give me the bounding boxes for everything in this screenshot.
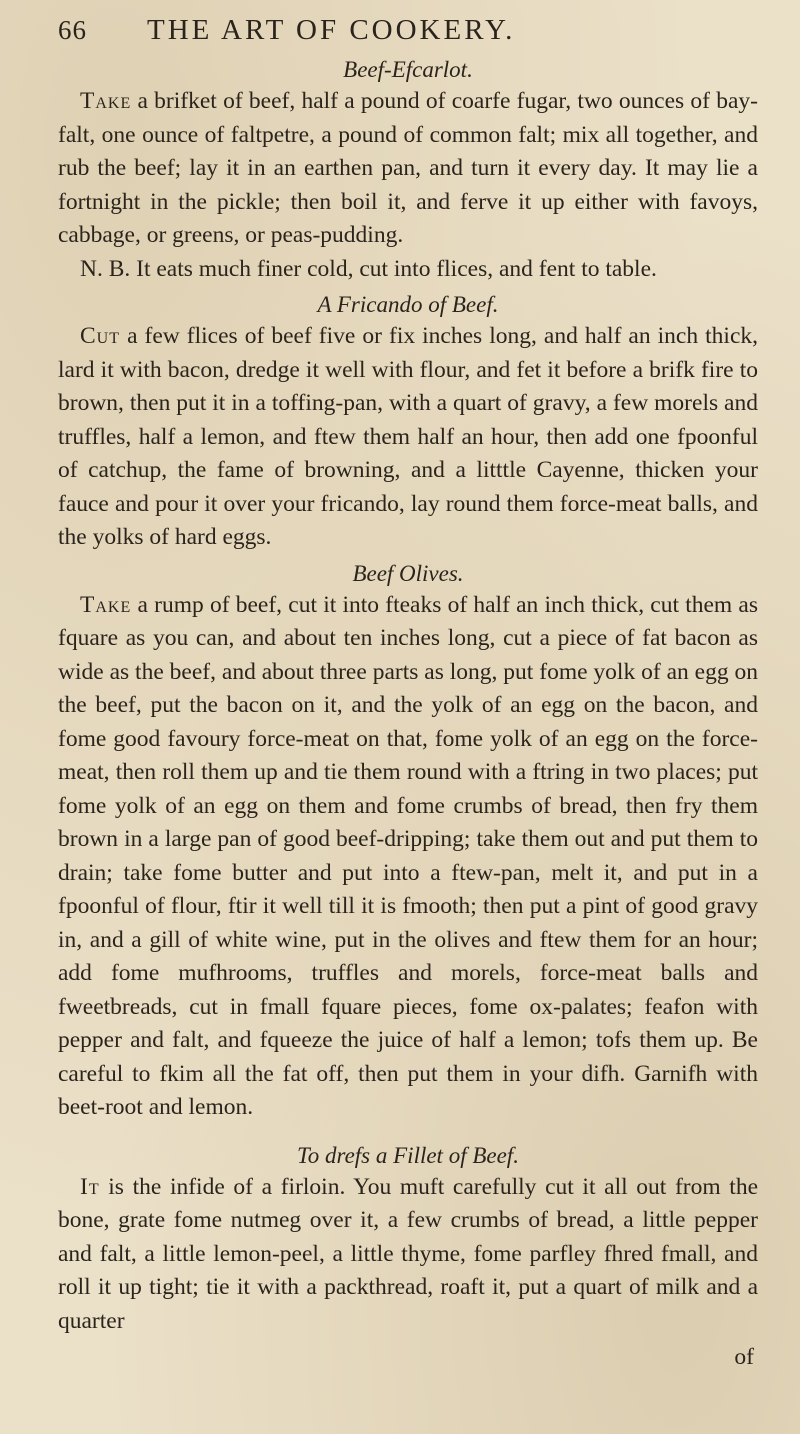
recipe-title: Beef Olives. (352, 560, 464, 586)
recipe-title: A Fricando of Beef. (317, 292, 499, 317)
recipe-body (58, 589, 758, 1125)
recipe-beef-escarlot (58, 57, 758, 286)
running-head (58, 14, 758, 47)
header-title: THE ART OF COOKERY. (147, 14, 516, 46)
recipe-body (58, 1171, 758, 1339)
page-number: 66 (58, 15, 87, 45)
recipe-lead-word: Cut (80, 323, 121, 349)
recipe-title: To drefs a Fillet of Beef. (297, 1142, 519, 1168)
recipe-note: N. B. It eats much finer cold, cut into flices, and fent to table. (80, 255, 657, 282)
recipe-lead-word: Take (80, 591, 132, 618)
recipe-fricando (58, 292, 758, 555)
recipe-beef-olives (58, 561, 758, 1125)
recipe-body (58, 320, 758, 555)
recipe-lead-word: It (80, 1173, 100, 1200)
catchword: of (734, 1344, 754, 1370)
recipe-text: a few flices of beef five or fix inches long, and half an inch thick, lard it with bacon, dredge it well with flour, and fet it before a brifk fire to brown, then put it in a toffing-pan, with a quart of gravy, a few morels and truffles, half a lemon, and ftew them half an hour, then add one fpoonful of catchup, the fame of browning, and a litttle Cayenne, thicken your fauce and pour it over your fricando, lay round them force-meat balls, and the yolks of hard eggs. (58, 323, 759, 550)
recipe-title: Beef-Efcarlot. (343, 57, 473, 82)
recipe-body (58, 85, 758, 253)
recipe-text: a brifket of beef, half a pound of coarfe fugar, two ounces of bay-falt, one ounce of faltpetre, a pound of common falt; mix all together, and rub the beef; lay it in an earthen pan, and turn it every day. It may lie a fortnight in the pickle; then boil it, and ferve it up either with favoys, cabbage, or greens, or peas-pudding. (58, 88, 759, 248)
recipe-text: a rump of beef, cut it into fteaks of half an inch thick, cut them as fquare as you can, and about ten inches long, cut a piece of fat bacon as wide as the beef, and about three parts as long, put fome yolk of an egg on the beef, put the bacon on it, and the yolk of an egg on the bacon, and fome good favoury force-meat on that, fome yolk of an egg on the force-meat, then roll them up and tie them round with a ftring in two places; put fome yolk of an egg on them and fome crumbs of bread, then fry them brown in a large pan of good beef-dripping; take them out and put them to drain; take fome butter and put into a ftew-pan, melt it, and put in a fpoonful of flour, ftir it well till it is fmooth; then put a pint of good gravy in, and a gill of white wine, put in the olives and ftew them for an hour; add fome mufhrooms, truffles and morels, force-meat balls and fweetbreads, cut in fmall fquare pieces, fome ox-palates; feafon with pepper and falt, and fqueeze the juice of half a lemon; tofs them up. Be careful to fkim all the fat off, then put them in your difh. Garnifh with beet-root and lemon. (58, 591, 758, 1120)
recipe-lead-word: Take (80, 88, 132, 114)
recipe-fillet-of-beef (58, 1143, 758, 1339)
recipe-text: is the infide of a firloin. You muft carefully cut it all out from the bone, grate fome nutmeg over it, a few crumbs of bread, a little pepper and falt, a little lemon-peel, a little thyme, fome parfley fhred fmall, and roll it up tight; tie it with a packthread, roaft it, put a quart of milk and a quarter (58, 1173, 759, 1334)
